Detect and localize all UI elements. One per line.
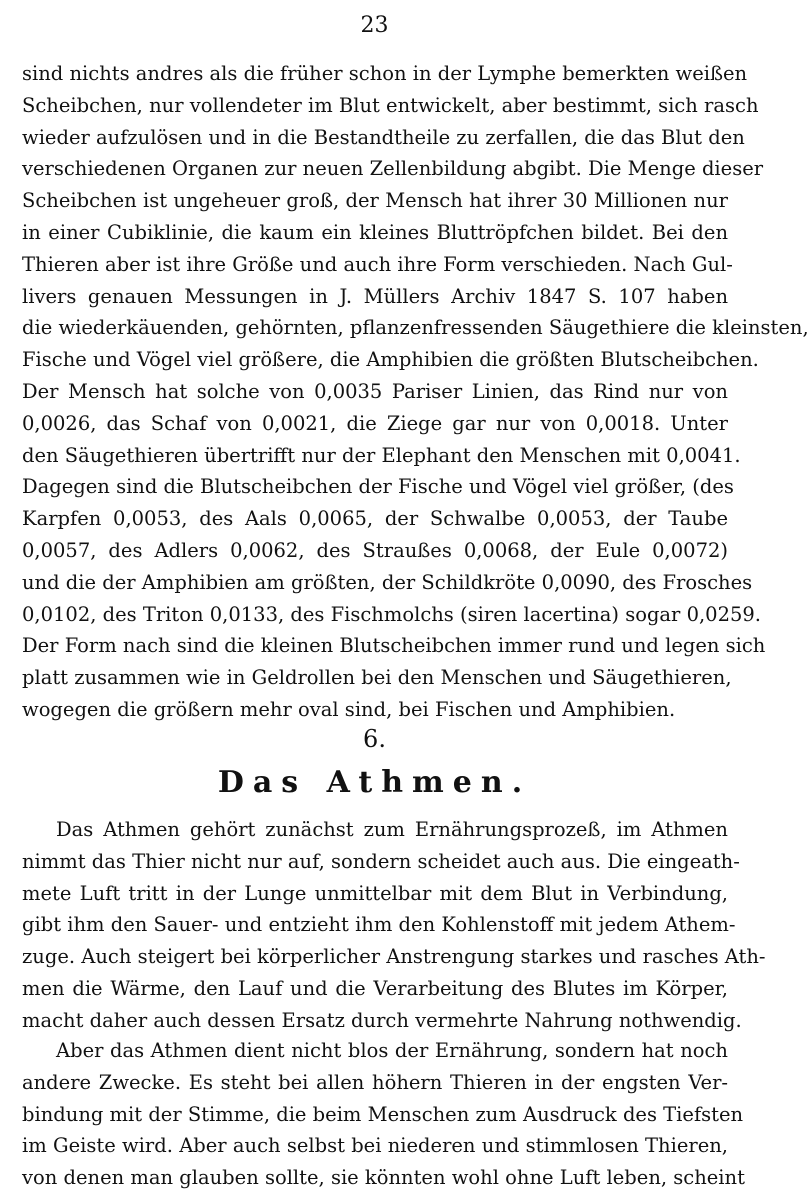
text-line: macht daher auch dessen Ersatz durch vermehrte Nahrung nothwendig. [22, 1008, 742, 1032]
text-line: 0,0057, des Adlers 0,0062, des Straußes 0,0068, der Eule 0,0072) [22, 538, 728, 562]
page-number: 23 [360, 13, 389, 38]
text-line: 0,0026, das Schaf von 0,0021, die Ziege gar nur von 0,0018. Unter [22, 411, 728, 435]
text-line: bindung mit der Stimme, die beim Menschen zum Ausdruck des Tiefsten [22, 1102, 744, 1126]
text-line: mete Luft tritt in der Lunge unmittelbar mit dem Blut in Verbindung, [22, 881, 728, 905]
text-line: nimmt das Thier nicht nur auf, sondern scheidet auch aus. Die eingeath- [22, 849, 740, 873]
text-line: Scheibchen, nur vollendeter im Blut entwickelt, aber bestimmt, sich rasch [22, 93, 759, 117]
text-line: Dagegen sind die Blutscheibchen der Fische und Vögel viel größer, (des [22, 475, 734, 499]
paragraph-breathing [22, 814, 766, 1037]
text-line: im Geiste wird. Aber auch selbst bei niederen und stimmlosen Thieren, [22, 1134, 728, 1158]
text-line: verschiedenen Organen zur neuen Zellenbildung abgibt. Die Menge dieser [22, 157, 764, 181]
paragraph-blood-cells [22, 58, 809, 726]
text-line: platt zusammen wie in Geldrollen bei den Menschen und Säugethieren, [22, 666, 732, 690]
text-line: 0,0102, des Triton 0,0133, des Fischmolchs (siren lacertina) sogar 0,0259. [22, 602, 762, 626]
text-line: gibt ihm den Sauer- und entzieht ihm den Kohlenstoff mit jedem Athem- [22, 913, 736, 937]
text-line: Fische und Vögel viel größere, die Amphibien die größten Blutscheibchen. [22, 348, 759, 372]
text-line: Thieren aber ist ihre Größe und auch ihre Form verschieden. Nach Gul- [22, 252, 733, 276]
text-line: die wiederkäuenden, gehörnten, pflanzenfressenden Säugethiere die kleinsten, [22, 316, 809, 340]
text-line: und die der Amphibien am größten, der Schildkröte 0,0090, des Frosches [22, 570, 753, 594]
text-line: von denen man glauben sollte, sie könnten wohl ohne Luft leben, scheint [22, 1166, 745, 1190]
text-line: den Säugethieren übertrifft nur der Elephant den Menschen mit 0,0041. [22, 443, 741, 467]
text-line: andere Zwecke. Es steht bei allen höhern Thieren in der engsten Ver- [22, 1070, 728, 1094]
text-line: men die Wärme, den Lauf und die Verarbeitung des Blutes im Körper, [22, 976, 728, 1000]
section-title: Das Athmen. [217, 765, 532, 800]
text-line: Der Mensch hat solche von 0,0035 Pariser Linien, das Rind nur von [22, 379, 728, 403]
text-line: zuge. Auch steigert bei körperlicher Anstrengung starkes und rasches Ath- [22, 945, 766, 969]
text-line: in einer Cubiklinie, die kaum ein kleines Bluttröpfchen bildet. Bei den [22, 220, 728, 244]
text-line: wieder aufzulösen und in die Bestandtheile zu zerfallen, die das Blut den [22, 125, 745, 149]
text-line: Karpfen 0,0053, des Aals 0,0065, der Schwalbe 0,0053, der Taube [22, 507, 728, 531]
text-line: sind nichts andres als die früher schon in der Lymphe bemerkten weißen [22, 62, 748, 85]
paragraph-breathing-purposes [22, 1035, 745, 1194]
text-line: Der Form nach sind die kleinen Blutscheibchen immer rund und legen sich [22, 634, 766, 658]
text-line: Scheibchen ist ungeheuer groß, der Mensch hat ihrer 30 Millionen nur [22, 189, 728, 213]
text-line: Aber das Athmen dient nicht blos der Ernährung, sondern hat noch [56, 1039, 728, 1062]
text-line: wogegen die größern mehr oval sind, bei Fischen und Amphibien. [22, 697, 676, 721]
text-line: Das Athmen gehört zunächst zum Ernährungsprozeß, im Athmen [56, 818, 728, 841]
section-number: 6. [363, 725, 386, 753]
text-line: livers genauen Messungen in J. Müllers Archiv 1847 S. 107 haben [22, 284, 728, 308]
